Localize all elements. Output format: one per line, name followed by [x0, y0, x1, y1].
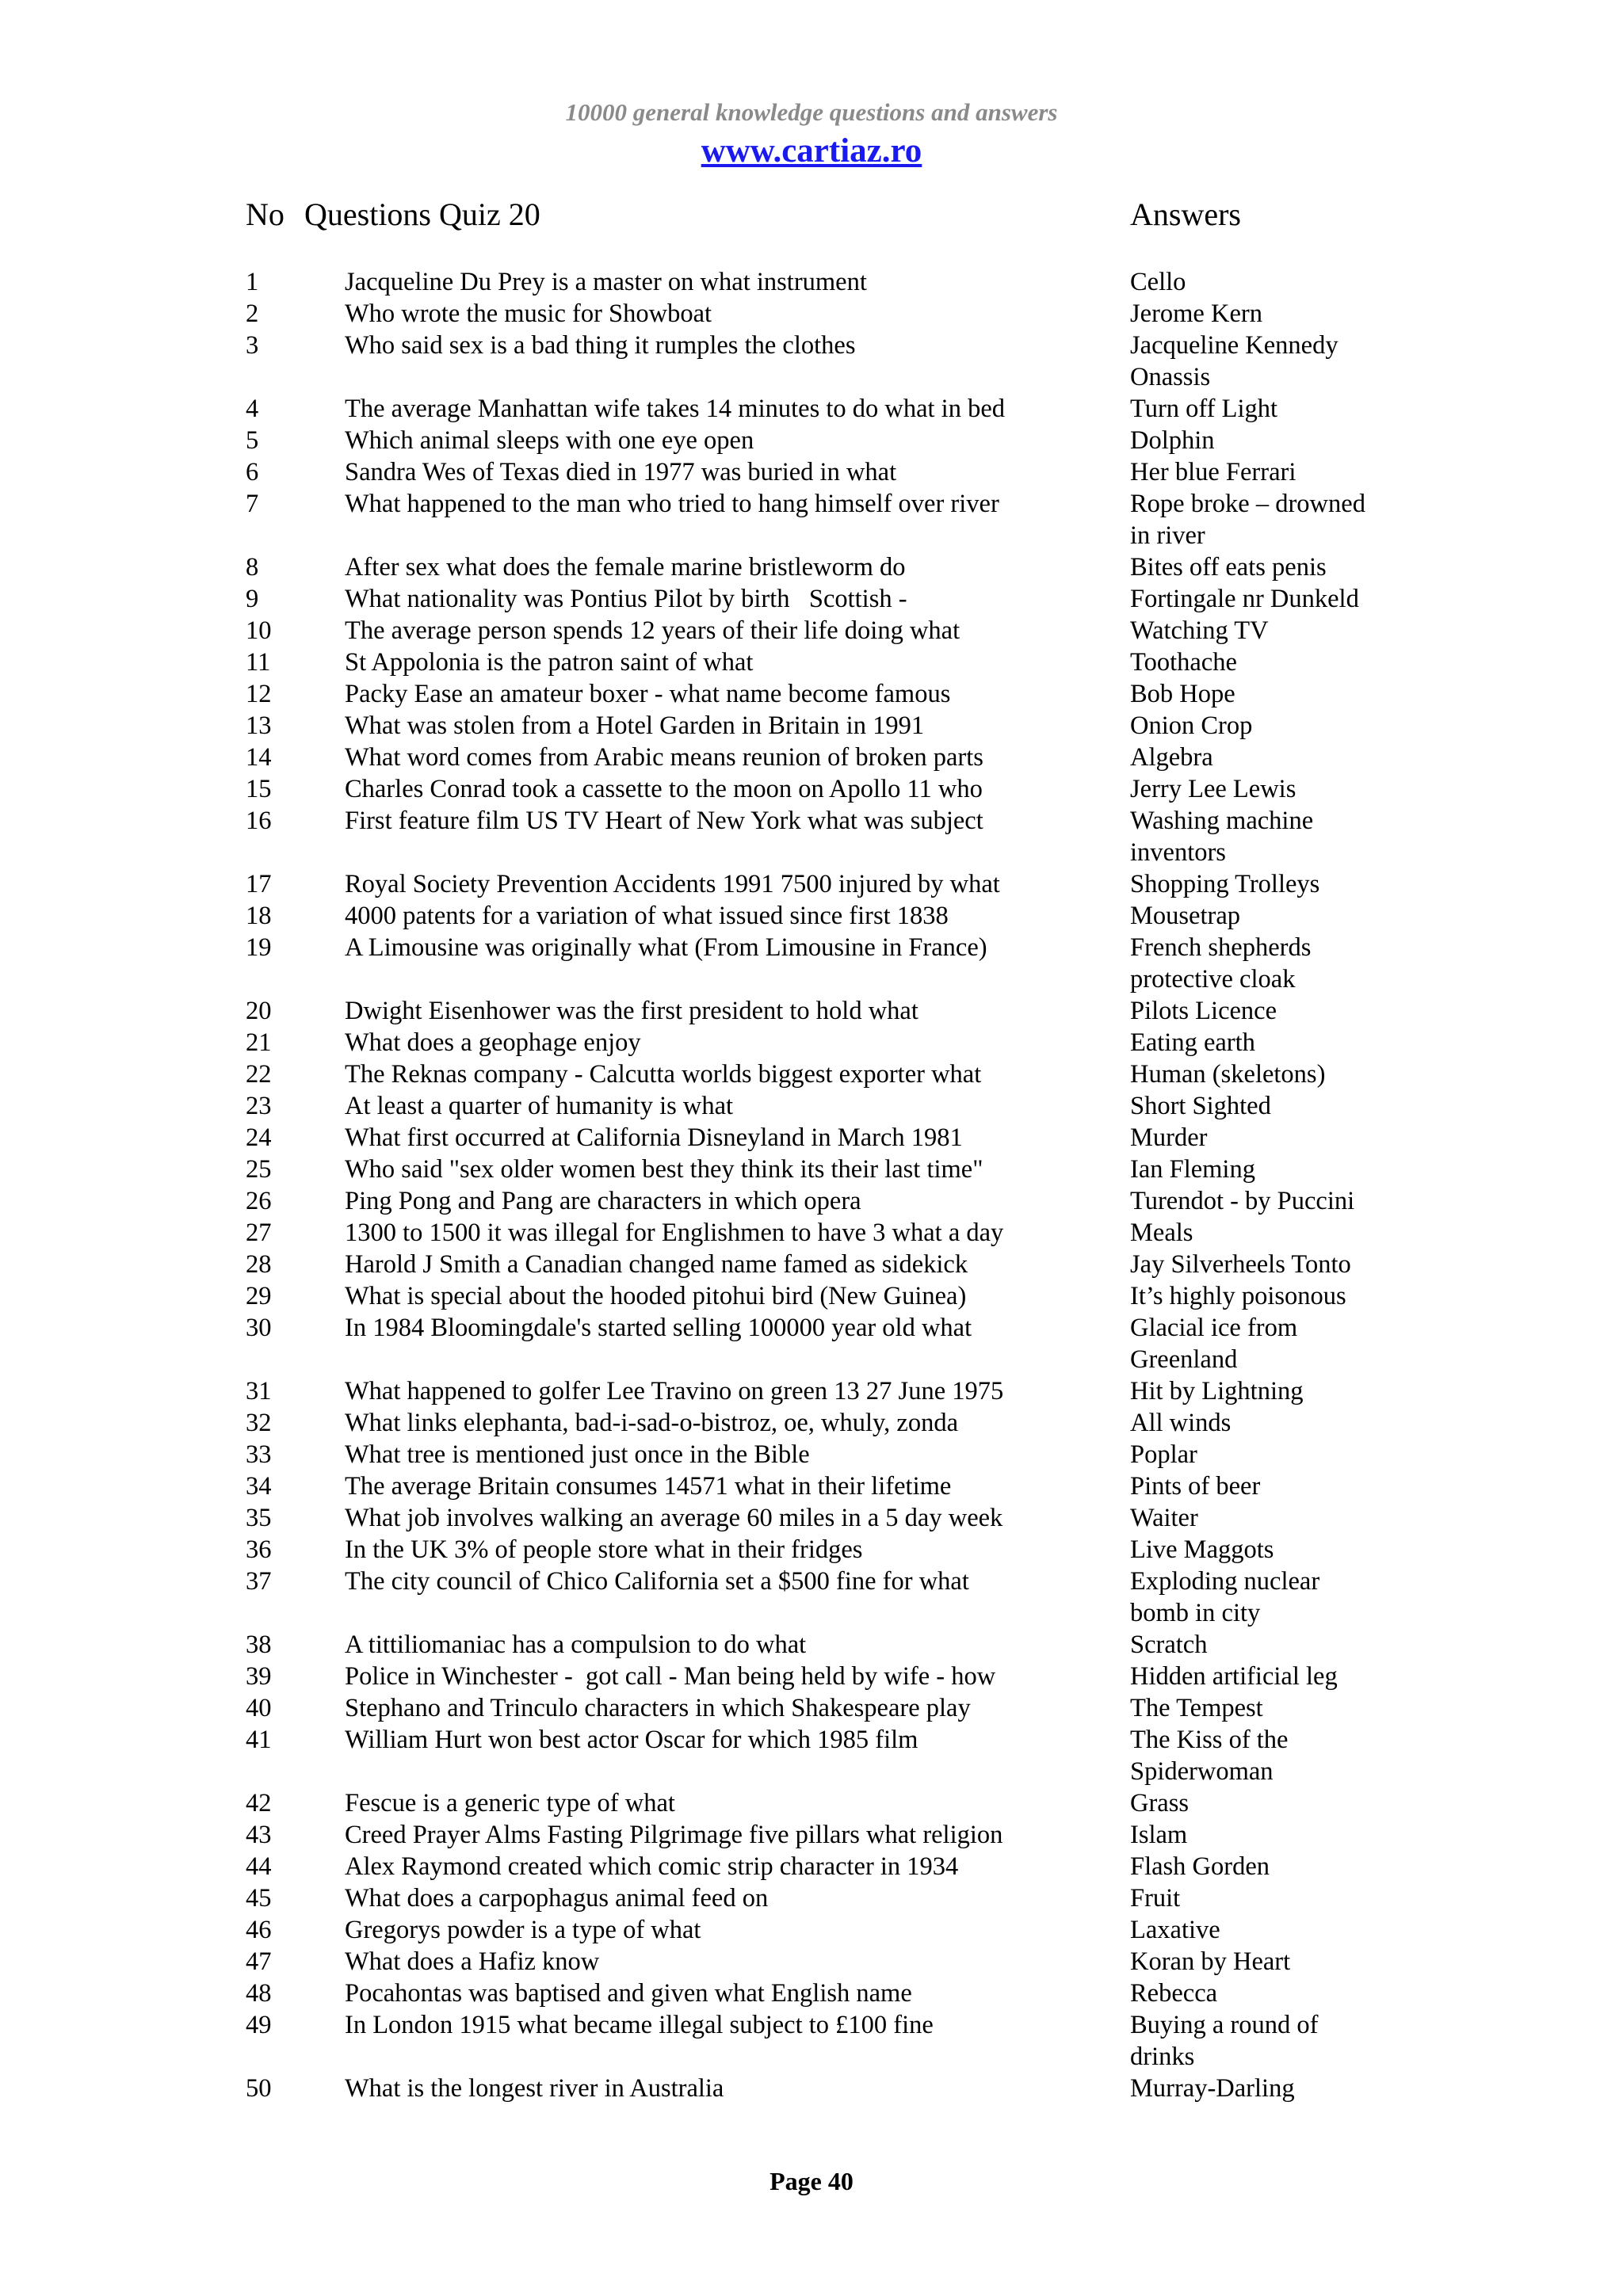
question-text: What is the longest river in Australia: [345, 2074, 724, 2103]
question-number: 7: [246, 490, 259, 518]
question-text: In the UK 3% of people store what in their fridges: [345, 1535, 863, 1564]
question-number: 29: [246, 1282, 272, 1310]
website-link[interactable]: www.cartiaz.ro: [701, 132, 922, 170]
answer-text: Glacial ice from Greenland: [1130, 1314, 1298, 1374]
question-number: 49: [246, 2011, 272, 2039]
table-row: [0, 1534, 1623, 1566]
question-text: Royal Society Prevention Accidents 1991 7500 injured by what: [345, 870, 1000, 898]
answer-text: Pilots Licence: [1130, 997, 1277, 1025]
question-number: 3: [246, 331, 259, 360]
question-number: 11: [246, 648, 271, 677]
question-text: Jacqueline Du Prey is a master on what instrument: [345, 268, 867, 296]
question-number: 31: [246, 1377, 272, 1405]
answer-text: Ian Fleming: [1130, 1155, 1255, 1184]
table-row: [0, 1692, 1623, 1724]
question-text: The city council of Chico California set a $500 fine for what: [345, 1567, 969, 1596]
answer-text: Cello: [1130, 268, 1186, 296]
question-text: What links elephanta, bad-i-sad-o-bistroz, oe, whuly, zonda: [345, 1409, 959, 1437]
question-number: 4: [246, 395, 259, 423]
question-number: 46: [246, 1916, 272, 1944]
answer-text: Laxative: [1130, 1916, 1220, 1944]
answer-text: Mousetrap: [1130, 902, 1240, 930]
answer-text: Turendot - by Puccini: [1130, 1187, 1355, 1215]
table-row: [0, 1819, 1623, 1851]
column-header-questions: Questions Quiz 20: [304, 196, 540, 232]
question-number: 24: [246, 1123, 272, 1152]
question-text: Charles Conrad took a cassette to the moon on Apollo 11 who: [345, 775, 983, 803]
answer-text: Poplar: [1130, 1440, 1197, 1469]
answer-text: Jacqueline Kennedy Onassis: [1130, 331, 1338, 391]
question-number: 38: [246, 1630, 272, 1659]
table-row: [0, 2073, 1623, 2104]
question-text: St Appolonia is the patron saint of what: [345, 648, 754, 677]
answer-text: Her blue Ferrari: [1130, 458, 1296, 486]
question-number: 32: [246, 1409, 272, 1437]
table-row: [0, 773, 1623, 805]
table-row: [0, 710, 1623, 742]
table-row: [0, 646, 1623, 678]
page-number: Page 40: [769, 2167, 854, 2195]
question-text: First feature film US TV Heart of New York what was subject: [345, 807, 983, 835]
answer-text: Rope broke – drowned in river: [1130, 490, 1365, 550]
question-number: 45: [246, 1884, 272, 1913]
answer-text: Algebra: [1130, 743, 1213, 772]
question-number: 19: [246, 933, 272, 962]
table-row: [0, 488, 1623, 551]
header-subtitle: 10000 general knowledge questions and answers: [565, 98, 1058, 126]
question-text: Fescue is a generic type of what: [345, 1789, 675, 1817]
answer-text: Hit by Lightning: [1130, 1377, 1304, 1405]
table-row: [0, 1154, 1623, 1185]
table-row: [0, 1090, 1623, 1122]
table-row: [0, 615, 1623, 646]
table-row: [0, 1978, 1623, 2009]
answer-text: Jerome Kern: [1130, 299, 1262, 328]
table-row: [0, 298, 1623, 330]
answer-text: Buying a round of drinks: [1130, 2011, 1319, 2071]
answer-text: It’s highly poisonous: [1130, 1282, 1346, 1310]
question-text: What tree is mentioned just once in the Bible: [345, 1440, 810, 1469]
answer-text: Washing machine inventors: [1130, 807, 1314, 867]
table-row: [0, 1185, 1623, 1217]
table-row: [0, 330, 1623, 393]
table-row: [0, 456, 1623, 488]
question-text: Creed Prayer Alms Fasting Pilgrimage five pillars what religion: [345, 1821, 1003, 1849]
table-row: [0, 1851, 1623, 1882]
question-text: Packy Ease an amateur boxer - what name become famous: [345, 680, 951, 708]
table-row: [0, 1724, 1623, 1787]
question-text: What is special about the hooded pitohui bird (New Guinea): [345, 1282, 967, 1310]
question-text: William Hurt won best actor Oscar for which 1985 film: [345, 1726, 918, 1754]
table-row: [0, 1566, 1623, 1629]
question-number: 30: [246, 1314, 272, 1342]
table-row: [0, 1661, 1623, 1692]
question-text: Sandra Wes of Texas died in 1977 was buried in what: [345, 458, 897, 486]
answer-text: Flash Gorden: [1130, 1852, 1270, 1881]
table-row: [0, 1217, 1623, 1249]
question-number: 40: [246, 1694, 272, 1722]
answer-text: Short Sighted: [1130, 1092, 1271, 1120]
question-text: Who said "sex older women best they think its their last time": [345, 1155, 983, 1184]
answer-text: Hidden artificial leg: [1130, 1662, 1338, 1691]
answer-text: The Kiss of the Spiderwoman: [1130, 1726, 1289, 1786]
table-row: [0, 425, 1623, 456]
answer-text: Murray-Darling: [1130, 2074, 1295, 2103]
table-row: [0, 900, 1623, 932]
question-text: A tittiliomaniac has a compulsion to do what: [345, 1630, 807, 1659]
answer-text: The Tempest: [1130, 1694, 1263, 1722]
table-row: [0, 1629, 1623, 1661]
table-row: [0, 1312, 1623, 1375]
question-number: 21: [246, 1028, 272, 1057]
question-number: 5: [246, 426, 259, 455]
table-row: [0, 1280, 1623, 1312]
answer-text: Pints of beer: [1130, 1472, 1261, 1501]
answer-text: Human (skeletons): [1130, 1060, 1326, 1089]
answer-text: Koran by Heart: [1130, 1947, 1291, 1976]
question-text: What happened to the man who tried to hang himself over river: [345, 490, 999, 518]
question-number: 48: [246, 1979, 272, 2008]
table-row: [0, 1407, 1623, 1439]
answer-text: Islam: [1130, 1821, 1188, 1849]
header-link-wrapper: [0, 132, 1623, 170]
answer-text: Eating earth: [1130, 1028, 1255, 1057]
question-number: 22: [246, 1060, 272, 1089]
question-text: Alex Raymond created which comic strip character in 1934: [345, 1852, 959, 1881]
question-text: What does a carpophagus animal feed on: [345, 1884, 769, 1913]
answer-text: All winds: [1130, 1409, 1232, 1437]
question-text: What word comes from Arabic means reunion of broken parts: [345, 743, 983, 772]
answer-text: Jerry Lee Lewis: [1130, 775, 1296, 803]
table-row: [0, 1249, 1623, 1280]
table-row: [0, 1787, 1623, 1819]
question-number: 25: [246, 1155, 272, 1184]
question-number: 27: [246, 1219, 272, 1247]
answer-text: Murder: [1130, 1123, 1208, 1152]
answer-text: Live Maggots: [1130, 1535, 1274, 1564]
answer-text: Rebecca: [1130, 1979, 1218, 2008]
answer-text: Grass: [1130, 1789, 1190, 1817]
question-text: The Reknas company - Calcutta worlds biggest exporter what: [345, 1060, 982, 1089]
question-number: 8: [246, 553, 259, 582]
answer-text: Shopping Trolleys: [1130, 870, 1320, 898]
question-number: 23: [246, 1092, 272, 1120]
question-text: What first occurred at California Disneyland in March 1981: [345, 1123, 963, 1152]
question-text: Who wrote the music for Showboat: [345, 299, 712, 328]
answer-text: Scratch: [1130, 1630, 1208, 1659]
question-number: 50: [246, 2074, 272, 2103]
question-text: At least a quarter of humanity is what: [345, 1092, 734, 1120]
question-number: 47: [246, 1947, 272, 1976]
answer-text: Toothache: [1130, 648, 1237, 677]
question-number: 12: [246, 680, 272, 708]
answer-text: French shepherds protective cloak: [1130, 933, 1312, 994]
answer-text: Fortingale nr Dunkeld: [1130, 585, 1359, 613]
table-row: [0, 1375, 1623, 1407]
question-number: 41: [246, 1726, 272, 1754]
table-row: [0, 1470, 1623, 1502]
answer-text: Turn off Light: [1130, 395, 1278, 423]
question-text: What was stolen from a Hotel Garden in Britain in 1991: [345, 711, 925, 740]
question-number: 17: [246, 870, 272, 898]
question-text: In 1984 Bloomingdale's started selling 100000 year old what: [345, 1314, 972, 1342]
question-number: 42: [246, 1789, 272, 1817]
question-text: 1300 to 1500 it was illegal for Englishmen to have 3 what a day: [345, 1219, 1004, 1247]
answer-text: Jay Silverheels Tonto: [1130, 1250, 1351, 1279]
question-text: What does a geophage enjoy: [345, 1028, 641, 1057]
table-row: [0, 868, 1623, 900]
table-row: [0, 1502, 1623, 1534]
table-row: [0, 1882, 1623, 1914]
question-number: 37: [246, 1567, 272, 1596]
question-number: 9: [246, 585, 259, 613]
table-row: [0, 583, 1623, 615]
question-number: 44: [246, 1852, 272, 1881]
table-row: [0, 805, 1623, 868]
question-text: Harold J Smith a Canadian changed name famed as sidekick: [345, 1250, 968, 1279]
question-text: The average person spends 12 years of their life doing what: [345, 616, 960, 645]
answer-text: Bob Hope: [1130, 680, 1235, 708]
question-text: 4000 patents for a variation of what issued since first 1838: [345, 902, 949, 930]
answer-text: Dolphin: [1130, 426, 1215, 455]
answer-text: Meals: [1130, 1219, 1193, 1247]
question-text: What happened to golfer Lee Travino on green 13 27 June 1975: [345, 1377, 1004, 1405]
question-text: Ping Pong and Pang are characters in which opera: [345, 1187, 861, 1215]
question-number: 2: [246, 299, 259, 328]
question-text: Which animal sleeps with one eye open: [345, 426, 754, 455]
table-row: [0, 932, 1623, 995]
answer-text: Waiter: [1130, 1504, 1198, 1532]
quiz-table: [0, 266, 1623, 2104]
table-row: [0, 1027, 1623, 1058]
table-row: [0, 995, 1623, 1027]
table-row: [0, 678, 1623, 710]
column-header-no: No: [246, 196, 285, 232]
question-text: Dwight Eisenhower was the first president to hold what: [345, 997, 918, 1025]
question-text: In London 1915 what became illegal subject to £100 fine: [345, 2011, 934, 2039]
answer-text: Bites off eats penis: [1130, 553, 1327, 582]
question-text: What nationality was Pontius Pilot by birth Scottish -: [345, 585, 907, 613]
question-text: Gregorys powder is a type of what: [345, 1916, 701, 1944]
table-row: [0, 1058, 1623, 1090]
question-text: The average Manhattan wife takes 14 minutes to do what in bed: [345, 395, 1006, 423]
question-text: What does a Hafiz know: [345, 1947, 600, 1976]
question-text: Stephano and Trinculo characters in which Shakespeare play: [345, 1694, 971, 1722]
table-row: [0, 266, 1623, 298]
table-row: [0, 1122, 1623, 1154]
table-row: [0, 2009, 1623, 2073]
question-number: 16: [246, 807, 272, 835]
question-number: 33: [246, 1440, 272, 1469]
question-text: A Limousine was originally what (From Limousine in France): [345, 933, 987, 962]
question-number: 34: [246, 1472, 272, 1501]
question-number: 20: [246, 997, 272, 1025]
question-number: 28: [246, 1250, 272, 1279]
answer-text: Fruit: [1130, 1884, 1181, 1913]
question-number: 36: [246, 1535, 272, 1564]
question-number: 6: [246, 458, 259, 486]
question-number: 10: [246, 616, 272, 645]
question-text: After sex what does the female marine bristleworm do: [345, 553, 906, 582]
table-row: [0, 1439, 1623, 1470]
question-number: 39: [246, 1662, 272, 1691]
question-number: 35: [246, 1504, 272, 1532]
table-row: [0, 742, 1623, 773]
question-number: 15: [246, 775, 272, 803]
answer-text: Watching TV: [1130, 616, 1269, 645]
question-number: 13: [246, 711, 272, 740]
answer-text: Exploding nuclear bomb in city: [1130, 1567, 1320, 1627]
question-number: 18: [246, 902, 272, 930]
table-row: [0, 393, 1623, 425]
table-row: [0, 1914, 1623, 1946]
answer-text: Onion Crop: [1130, 711, 1253, 740]
question-text: Pocahontas was baptised and given what English name: [345, 1979, 912, 2008]
question-number: 14: [246, 743, 272, 772]
question-text: Who said sex is a bad thing it rumples the clothes: [345, 331, 856, 360]
question-text: The average Britain consumes 14571 what in their lifetime: [345, 1472, 952, 1501]
question-number: 1: [246, 268, 259, 296]
question-number: 43: [246, 1821, 272, 1849]
question-text: Police in Winchester - got call - Man being held by wife - how: [345, 1662, 996, 1691]
table-row: [0, 551, 1623, 583]
question-number: 26: [246, 1187, 272, 1215]
table-row: [0, 1946, 1623, 1978]
question-text: What job involves walking an average 60 miles in a 5 day week: [345, 1504, 1003, 1532]
column-header-answers: Answers: [1130, 196, 1241, 232]
